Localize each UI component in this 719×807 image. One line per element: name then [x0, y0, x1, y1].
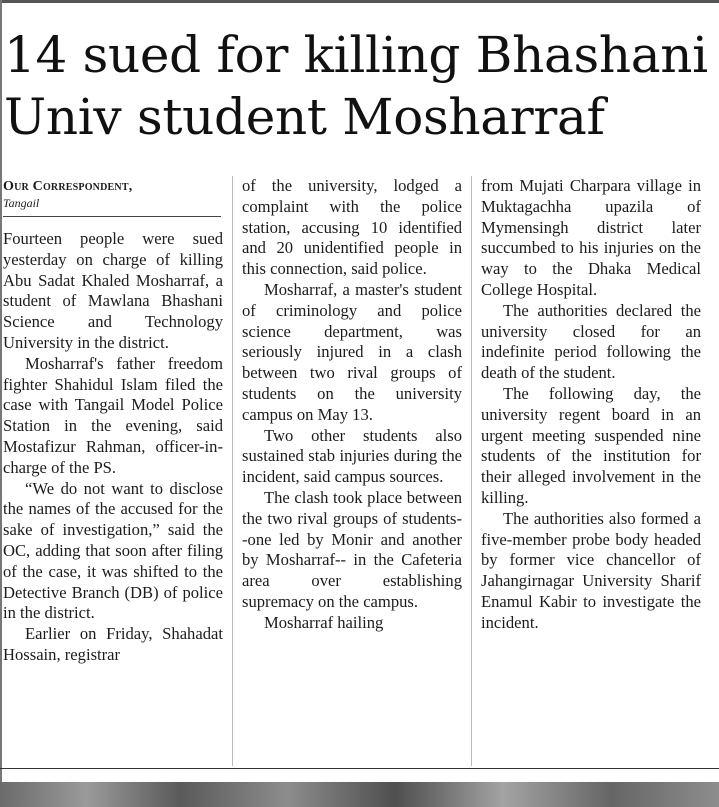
paragraph: Mosharraf, a master's student of criminology and police science department, was seriously injured in a clash between two rival groups of students on the university campus on May 13.: [242, 279, 462, 424]
paragraph: Two other students also sustained stab injuries during the incident, said campus sources.: [242, 425, 462, 487]
photo-strip: [0, 782, 719, 807]
article-column-2: [242, 176, 462, 634]
byline-place: Tangail: [3, 196, 40, 210]
paragraph: The authorities declared the university closed for an indefinite period following the death of the student.: [481, 300, 701, 383]
left-border: [0, 0, 2, 807]
article-column-1: [3, 178, 223, 666]
paragraph: Mosharraf hailing: [264, 612, 384, 632]
article-bottom-rule: [0, 768, 719, 769]
headline: 14 sued for killing Bhashani Univ student Mosharraf: [4, 26, 708, 146]
paragraph: The following day, the university regent board in an urgent meeting suspended nine students of the institution for their alleged involvement in the killing.: [481, 383, 701, 507]
paragraph: of the university, lodged a complaint with the police station, accusing 10 identified and 20 unidentified people in this connection, said police.: [242, 176, 462, 279]
paragraph: The authorities also formed a five-member probe body headed by former vice chancellor of Jahangirnagar University Sharif Enamul Kabir to investigate the incident.: [481, 508, 701, 632]
byline-divider: [3, 216, 221, 217]
article-column-3: [481, 176, 701, 634]
paragraph: The clash took place between the two rival groups of students--one led by Monir and another by Mosharraf-- in the Cafeteria area over establishing supremacy on the campus.: [242, 487, 462, 611]
column-divider: [471, 176, 472, 766]
paragraph: from Mujati Charpara village in Muktagachha upazila of Mymensingh district later succumbed to his injuries on the way to the Dhaka Medical College Hospital.: [481, 176, 701, 299]
column-divider: [232, 176, 233, 766]
paragraph: Mosharraf's father freedom fighter Shahidul Islam filed the case with Tangail Model Police Station in the evening, said Mostafizur Rahman, officer-in-charge of the PS.: [3, 353, 223, 477]
paragraph: Fourteen people were sued yesterday on charge of killing Abu Sadat Khaled Mosharraf, a student of Mawlana Bhashani Science and Technology University in the district.: [3, 229, 223, 352]
byline-author: Our Correspondent,: [3, 179, 133, 194]
top-border: [0, 0, 719, 3]
paragraph: “We do not want to disclose the names of the accused for the sake of investigation,” said the OC, adding that soon after filing of the case, it was shifted to the Detective Branch (DB) of police in the district.: [3, 478, 223, 623]
paragraph: Earlier on Friday, Shahadat Hossain, registrar: [3, 624, 223, 664]
